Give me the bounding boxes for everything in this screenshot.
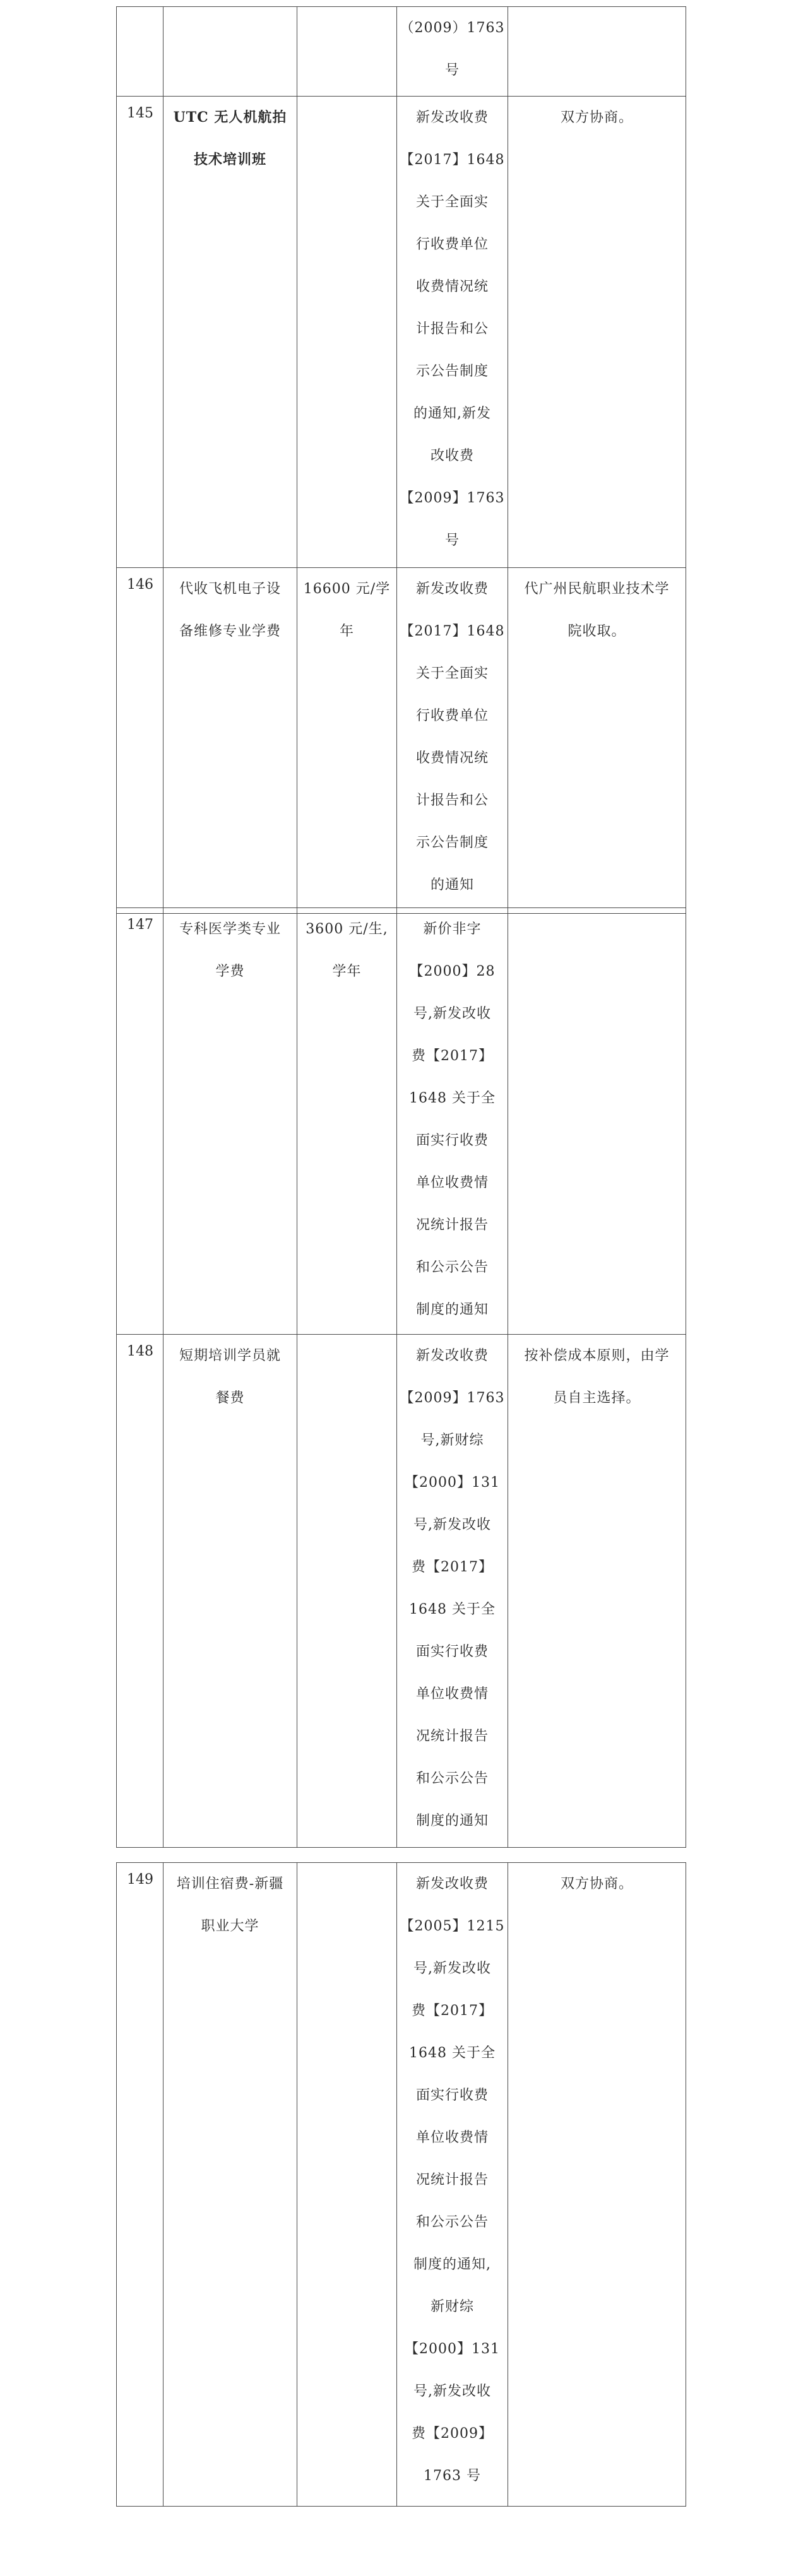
table-row xyxy=(117,7,686,97)
basis-line: 改收费 xyxy=(430,448,474,464)
basis-line: 和公示公告 xyxy=(415,1771,489,1787)
remark-line: 双方协商。 xyxy=(560,1876,633,1892)
basis-line: 【2000】131 xyxy=(405,1475,500,1491)
remark-cell xyxy=(508,1863,686,2507)
item-line: 备维修专业学费 xyxy=(179,623,281,639)
basis-line: 的通知 xyxy=(430,877,474,893)
item-cell xyxy=(163,568,297,914)
basis-line: 号 xyxy=(444,533,460,548)
row-number: 145 xyxy=(117,97,163,568)
basis-line: 关于全面实 xyxy=(415,194,489,210)
basis-line: 新发改收费 xyxy=(415,110,489,126)
item-cell xyxy=(163,1863,297,2507)
basis-line: 【2000】131 xyxy=(405,2341,500,2357)
basis-line: 费【2009】 xyxy=(412,2426,493,2442)
basis-line: 制度的通知, xyxy=(413,2257,491,2272)
basis-line: 新财综 xyxy=(430,2299,474,2315)
basis-line: 计报告和公 xyxy=(415,793,489,808)
row-number: 148 xyxy=(117,1335,163,1848)
basis-line: 【2000】28 xyxy=(409,964,496,979)
basis-line: 况统计报告 xyxy=(415,1217,489,1233)
standard-cell xyxy=(297,908,397,1335)
remark-line: 按补偿成本原则，由学 xyxy=(524,1348,670,1364)
remark-cell xyxy=(508,7,686,97)
standard-cell xyxy=(297,568,397,914)
basis-cell xyxy=(397,1335,508,1848)
item-line: 培训住宿费-新疆 xyxy=(176,1876,284,1892)
basis-line: 示公告制度 xyxy=(415,835,489,851)
basis-line: 费【2017】 xyxy=(412,1048,493,1064)
table-row xyxy=(117,1335,686,1848)
basis-line: 新价非字 xyxy=(423,921,482,937)
item-line: 短期培训学员就 xyxy=(179,1348,281,1364)
basis-line: 单位收费情 xyxy=(415,1686,489,1702)
table-row xyxy=(117,1863,686,2507)
basis-line: 行收费单位 xyxy=(415,237,489,252)
remark-cell xyxy=(508,97,686,568)
item-cell xyxy=(163,908,297,1335)
basis-line: 费【2017】 xyxy=(412,1559,493,1575)
basis-line: 况统计报告 xyxy=(415,1728,489,1744)
row-number: 147 xyxy=(117,908,163,1335)
basis-line: 示公告制度 xyxy=(415,363,489,379)
table-row xyxy=(117,568,686,914)
basis-line: 号,新发改收 xyxy=(413,2384,491,2399)
basis-line: 收费情况统 xyxy=(415,279,489,295)
basis-line: 号,新发改收 xyxy=(413,1006,491,1022)
basis-line: 收费情况统 xyxy=(415,750,489,766)
basis-line: 和公示公告 xyxy=(415,1260,489,1275)
item-cell xyxy=(163,1335,297,1848)
basis-line: 制度的通知 xyxy=(415,1302,489,1318)
table-row xyxy=(117,908,686,1335)
item-line: 学费 xyxy=(215,964,245,979)
basis-line: 新发改收费 xyxy=(415,581,489,597)
basis-line: 单位收费情 xyxy=(415,2130,489,2146)
standard-line: 3600 元/生, xyxy=(306,921,388,937)
basis-line: 号,新财综 xyxy=(420,1433,484,1448)
row-number: 146 xyxy=(117,568,163,914)
standard-line: 16600 元/学 xyxy=(303,581,391,597)
standard-cell xyxy=(297,1335,397,1848)
basis-line: 计报告和公 xyxy=(415,321,489,337)
basis-cell xyxy=(397,908,508,1335)
fee-table-block-1 xyxy=(116,6,686,914)
basis-line: 关于全面实 xyxy=(415,666,489,682)
item-line: 代收飞机电子设 xyxy=(179,581,281,597)
item-line: 餐费 xyxy=(215,1390,245,1406)
remark-cell xyxy=(508,1335,686,1848)
basis-line: 新发改收费 xyxy=(415,1876,489,1892)
basis-line: 单位收费情 xyxy=(415,1175,489,1191)
basis-line: 【2017】1648 xyxy=(400,152,505,168)
basis-line: 面实行收费 xyxy=(415,2088,489,2103)
remark-line: 代广州民航职业技术学 xyxy=(524,581,670,597)
basis-line: （2009）1763 xyxy=(400,20,505,36)
standard-cell xyxy=(297,7,397,97)
item-line: UTC 无人机航拍 xyxy=(173,109,287,126)
remark-cell xyxy=(508,908,686,1335)
basis-line: 【2009】1763 xyxy=(400,1390,505,1406)
basis-cell xyxy=(397,568,508,914)
basis-cell xyxy=(397,7,508,97)
standard-line: 学年 xyxy=(332,964,362,979)
basis-cell xyxy=(397,97,508,568)
item-cell xyxy=(163,7,297,97)
item-line: 职业大学 xyxy=(201,1918,259,1934)
standard-cell xyxy=(297,1863,397,2507)
basis-line: 号,新发改收 xyxy=(413,1517,491,1533)
basis-line: 面实行收费 xyxy=(415,1133,489,1149)
basis-line: 1648 关于全 xyxy=(409,1602,496,1617)
item-cell xyxy=(163,97,297,568)
basis-line: 1648 关于全 xyxy=(409,1090,496,1106)
standard-cell xyxy=(297,97,397,568)
row-number: 149 xyxy=(117,1863,163,2507)
item-line: 技术培训班 xyxy=(193,151,266,168)
basis-line: 1763 号 xyxy=(424,2468,481,2484)
basis-cell xyxy=(397,1863,508,2507)
item-line: 专科医学类专业 xyxy=(179,921,281,937)
table-row xyxy=(117,97,686,568)
basis-line: 制度的通知 xyxy=(415,1813,489,1829)
fee-table-block-3 xyxy=(116,1862,686,2507)
basis-line: 的通知,新发 xyxy=(413,406,491,422)
row-number-cell xyxy=(117,7,163,97)
basis-line: 费【2017】 xyxy=(412,2003,493,2019)
basis-line: 【2009】1763 xyxy=(400,490,505,506)
basis-line: 行收费单位 xyxy=(415,708,489,724)
remark-line: 院收取。 xyxy=(567,623,626,639)
basis-line: 【2005】1215 xyxy=(400,1918,505,1934)
basis-line: 号,新发改收 xyxy=(413,1961,491,1976)
basis-line: 况统计报告 xyxy=(415,2172,489,2188)
basis-line: 面实行收费 xyxy=(415,1644,489,1660)
basis-line: 【2017】1648 xyxy=(400,623,505,639)
remark-line: 员自主选择。 xyxy=(553,1390,641,1406)
remark-line: 双方协商。 xyxy=(560,110,633,126)
basis-line: 新发改收费 xyxy=(415,1348,489,1364)
remark-cell xyxy=(508,568,686,914)
fee-table-block-2 xyxy=(116,907,686,1848)
standard-line: 年 xyxy=(339,623,354,639)
basis-line: 1648 关于全 xyxy=(409,2045,496,2061)
basis-line: 号 xyxy=(444,62,460,78)
basis-line: 和公示公告 xyxy=(415,2214,489,2230)
